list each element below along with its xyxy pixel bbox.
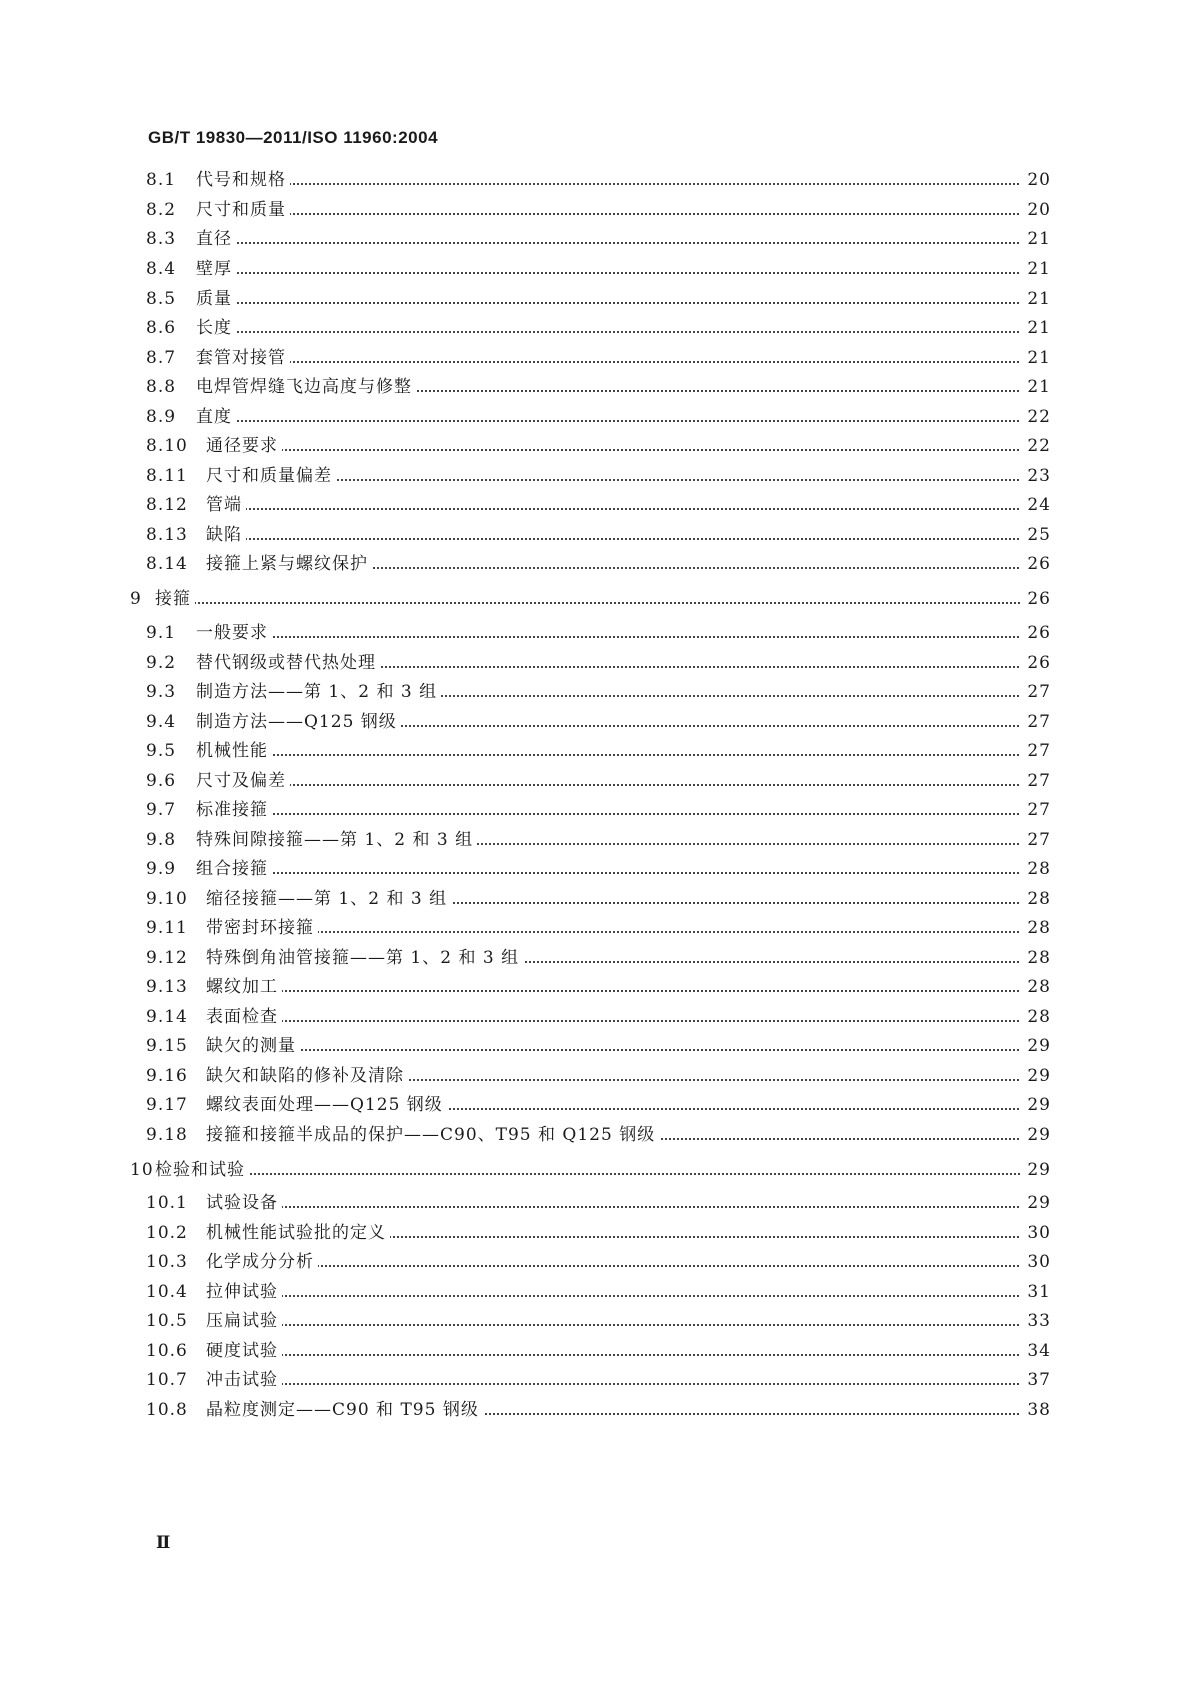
toc-page-number: 31	[1021, 1280, 1051, 1304]
toc-page-number: 37	[1021, 1368, 1051, 1392]
toc-section-number: 8.7	[146, 348, 177, 368]
toc-page-number: 21	[1021, 346, 1051, 370]
toc-section-title: 管端	[206, 493, 246, 517]
toc-section-number: 9.10	[146, 889, 188, 909]
toc-page-number: 28	[1021, 1005, 1051, 1029]
toc-section-number: 8.12	[146, 495, 188, 515]
toc-section-title: 代号和规格	[196, 168, 290, 192]
toc-entry[interactable]	[0, 375, 1191, 399]
toc-section-number: 10.1	[146, 1193, 188, 1213]
toc-section-title: 冲击试验	[206, 1368, 282, 1392]
toc-entry[interactable]	[0, 769, 1191, 793]
toc-entry[interactable]	[0, 257, 1191, 281]
toc-page-number: 27	[1021, 798, 1051, 822]
toc-page-number: 28	[1021, 975, 1051, 999]
toc-section-title: 螺纹表面处理——Q125 钢级	[206, 1093, 447, 1117]
dot-leader	[206, 1191, 1043, 1215]
toc-section-number: 9.2	[146, 653, 177, 673]
toc-entry[interactable]	[0, 651, 1191, 675]
dot-leader	[206, 1034, 1043, 1058]
toc-entry[interactable]	[0, 1005, 1191, 1029]
toc-section-number: 10.2	[146, 1223, 188, 1243]
toc-page-number: 28	[1021, 916, 1051, 940]
toc-page-number: 29	[1021, 1064, 1051, 1088]
toc-section-title: 尺寸及偏差	[196, 769, 290, 793]
toc-page-number: 38	[1021, 1398, 1051, 1422]
dot-leader	[196, 769, 1043, 793]
toc-section-number: 9.5	[146, 741, 177, 761]
toc-entry[interactable]	[0, 316, 1191, 340]
dot-leader	[196, 621, 1043, 645]
toc-entry[interactable]	[0, 1064, 1191, 1088]
toc-entry[interactable]	[0, 1398, 1191, 1422]
toc-page-number: 27	[1021, 710, 1051, 734]
toc-page-number: 27	[1021, 680, 1051, 704]
toc-entry[interactable]	[0, 1309, 1191, 1333]
toc-section-title: 拉伸试验	[206, 1280, 282, 1304]
toc-page-number: 29	[1021, 1158, 1051, 1182]
toc-section-number: 10	[130, 1160, 154, 1180]
toc-section-title: 硬度试验	[206, 1339, 282, 1363]
toc-entry[interactable]	[0, 464, 1191, 488]
toc-entry[interactable]	[0, 1093, 1191, 1117]
toc-entry[interactable]	[0, 828, 1191, 852]
toc-section-number: 9.15	[146, 1036, 188, 1056]
toc-section-number: 9.3	[146, 682, 177, 702]
toc-entry[interactable]	[0, 1339, 1191, 1363]
standard-code: GB/T 19830—2011/ISO 11960:2004	[148, 128, 439, 147]
toc-section-number: 8.5	[146, 289, 177, 309]
dot-leader	[155, 1158, 1043, 1182]
toc-section-number: 9.1	[146, 623, 177, 643]
dot-leader	[196, 405, 1043, 429]
toc-section-number: 10.7	[146, 1370, 188, 1390]
dot-leader	[206, 1339, 1043, 1363]
dot-leader	[206, 1005, 1043, 1029]
toc-section-number: 9.13	[146, 977, 188, 997]
toc-entry[interactable]	[0, 1280, 1191, 1304]
toc-page-number: 26	[1021, 621, 1051, 645]
dot-leader	[206, 975, 1043, 999]
toc-page-number: 29	[1021, 1034, 1051, 1058]
toc-page-number: 20	[1021, 168, 1051, 192]
toc-section-title: 通径要求	[206, 434, 282, 458]
toc-section-title: 特殊倒角油管接箍——第 1、2 和 3 组	[206, 946, 523, 970]
toc-section-number: 8.13	[146, 525, 188, 545]
toc-section-number: 9.4	[146, 712, 177, 732]
toc-entry[interactable]	[0, 434, 1191, 458]
toc-page-number: 28	[1021, 887, 1051, 911]
toc-section-number: 8.10	[146, 436, 188, 456]
toc-section-title: 晶粒度测定——C90 和 T95 钢级	[206, 1398, 483, 1422]
toc-section-title: 尺寸和质量	[196, 198, 290, 222]
toc-page-number: 30	[1021, 1250, 1051, 1274]
dot-leader	[206, 434, 1043, 458]
toc-section-title: 缩径接箍——第 1、2 和 3 组	[206, 887, 451, 911]
toc-section-number: 9.17	[146, 1095, 188, 1115]
toc-entry[interactable]	[0, 587, 1191, 611]
toc-page-number: 29	[1021, 1093, 1051, 1117]
toc-page-number: 26	[1021, 651, 1051, 675]
toc-entry[interactable]	[0, 287, 1191, 311]
toc-section-number: 9.9	[146, 859, 177, 879]
toc-page-number: 24	[1021, 493, 1051, 517]
toc-section-number: 8.9	[146, 407, 177, 427]
toc-page-number: 23	[1021, 464, 1051, 488]
standard-header	[148, 128, 438, 148]
toc-section-title: 机械性能	[196, 739, 272, 763]
toc-entry[interactable]	[0, 798, 1191, 822]
toc-page-number: 27	[1021, 769, 1051, 793]
dot-leader	[155, 587, 1043, 611]
toc-entry[interactable]	[0, 493, 1191, 517]
toc-entry[interactable]	[0, 887, 1191, 911]
toc-section-number: 8.1	[146, 170, 177, 190]
dot-leader	[196, 287, 1043, 311]
toc-section-number: 10.8	[146, 1400, 188, 1420]
toc-entry[interactable]	[0, 857, 1191, 881]
toc-section-title: 化学成分分析	[206, 1250, 318, 1274]
toc-section-number: 8.6	[146, 318, 177, 338]
toc-entry[interactable]	[0, 1250, 1191, 1274]
toc-entry[interactable]	[0, 739, 1191, 763]
toc-section-title: 接箍	[155, 587, 195, 611]
toc-entry[interactable]	[0, 680, 1191, 704]
dot-leader	[206, 1250, 1043, 1274]
toc-page-number: 28	[1021, 857, 1051, 881]
dot-leader	[196, 798, 1043, 822]
dot-leader	[206, 1309, 1043, 1333]
toc-entry[interactable]	[0, 1191, 1191, 1215]
toc-section-number: 9.11	[146, 918, 188, 938]
toc-section-title: 接箍上紧与螺纹保护	[206, 552, 372, 576]
dot-leader	[206, 523, 1043, 547]
toc-section-title: 接箍和接箍半成品的保护——C90、T95 和 Q125 钢级	[206, 1123, 659, 1147]
toc-section-title: 质量	[196, 287, 236, 311]
toc-page-number: 22	[1021, 405, 1051, 429]
dot-leader	[196, 257, 1043, 281]
toc-section-number: 8.4	[146, 259, 177, 279]
toc-section-title: 壁厚	[196, 257, 236, 281]
toc-section-number: 9.14	[146, 1007, 188, 1027]
toc-page-number: 21	[1021, 375, 1051, 399]
toc-section-number: 9.7	[146, 800, 177, 820]
toc-section-title: 制造方法——Q125 钢级	[196, 710, 401, 734]
toc-section-number: 10.4	[146, 1282, 188, 1302]
toc-entry[interactable]	[0, 523, 1191, 547]
toc-entry[interactable]	[0, 1368, 1191, 1392]
toc-section-title: 表面检查	[206, 1005, 282, 1029]
toc-page-number: 33	[1021, 1309, 1051, 1333]
toc-page-number: 22	[1021, 434, 1051, 458]
dot-leader	[196, 227, 1043, 251]
toc-section-title: 一般要求	[196, 621, 272, 645]
toc-entry[interactable]	[0, 1123, 1191, 1147]
toc-entry[interactable]	[0, 198, 1191, 222]
dot-leader	[206, 916, 1043, 940]
dot-leader	[206, 1368, 1043, 1392]
toc-page-number: 29	[1021, 1123, 1051, 1147]
toc-section-title: 电焊管焊缝飞边高度与修整	[196, 375, 416, 399]
toc-section-number: 9	[130, 589, 142, 609]
toc-section-number: 8.8	[146, 377, 177, 397]
toc-entry[interactable]	[0, 975, 1191, 999]
toc-section-number: 9.12	[146, 948, 188, 968]
toc-entry[interactable]	[0, 405, 1191, 429]
toc-section-number: 10.3	[146, 1252, 188, 1272]
toc-page-number: 27	[1021, 739, 1051, 763]
dot-leader	[196, 739, 1043, 763]
toc-section-number: 8.14	[146, 554, 188, 574]
toc-section-title: 制造方法——第 1、2 和 3 组	[196, 680, 441, 704]
toc-section-number: 9.6	[146, 771, 177, 791]
toc-entry[interactable]	[0, 168, 1191, 192]
toc-page-number: 21	[1021, 287, 1051, 311]
toc-page-number: 21	[1021, 227, 1051, 251]
toc-section-number: 8.11	[146, 466, 188, 486]
toc-section-number: 9.16	[146, 1066, 188, 1086]
toc-page-number: 27	[1021, 828, 1051, 852]
dot-leader	[206, 1280, 1043, 1304]
toc-page-number: 20	[1021, 198, 1051, 222]
toc-entry[interactable]	[0, 710, 1191, 734]
toc-page-number: 29	[1021, 1191, 1051, 1215]
dot-leader	[196, 198, 1043, 222]
dot-leader	[196, 168, 1043, 192]
toc-entry[interactable]	[0, 1158, 1191, 1182]
dot-leader	[206, 493, 1043, 517]
toc-entry[interactable]	[0, 552, 1191, 576]
toc-entry[interactable]	[0, 621, 1191, 645]
toc-section-title: 缺欠和缺陷的修补及清除	[206, 1064, 408, 1088]
toc-section-title: 机械性能试验批的定义	[206, 1221, 390, 1245]
toc-section-title: 特殊间隙接箍——第 1、2 和 3 组	[196, 828, 477, 852]
dot-leader	[196, 316, 1043, 340]
toc-section-number: 9.8	[146, 830, 177, 850]
toc-section-number: 10.5	[146, 1311, 188, 1331]
toc-section-title: 缺陷	[206, 523, 246, 547]
toc-section-number: 10.6	[146, 1341, 188, 1361]
toc-page-number: 28	[1021, 946, 1051, 970]
toc-section-title: 长度	[196, 316, 236, 340]
toc-section-title: 套管对接管	[196, 346, 290, 370]
toc-section-title: 试验设备	[206, 1191, 282, 1215]
toc-section-number: 9.18	[146, 1125, 188, 1145]
toc-entry[interactable]	[0, 346, 1191, 370]
toc-entry[interactable]	[0, 1221, 1191, 1245]
toc-section-title: 标准接箍	[196, 798, 272, 822]
toc-section-title: 尺寸和质量偏差	[206, 464, 336, 488]
toc-page-number: 34	[1021, 1339, 1051, 1363]
toc-section-title: 直径	[196, 227, 236, 251]
toc-page-number: 26	[1021, 587, 1051, 611]
dot-leader	[196, 857, 1043, 881]
toc-section-title: 替代钢级或替代热处理	[196, 651, 380, 675]
toc-page-number: 25	[1021, 523, 1051, 547]
toc-section-title: 螺纹加工	[206, 975, 282, 999]
toc-entry[interactable]	[0, 227, 1191, 251]
toc-section-title: 带密封环接箍	[206, 916, 318, 940]
toc-entry[interactable]	[0, 916, 1191, 940]
toc-page-number: 30	[1021, 1221, 1051, 1245]
toc-entry[interactable]	[0, 946, 1191, 970]
toc-page-number: 21	[1021, 257, 1051, 281]
toc-section-title: 缺欠的测量	[206, 1034, 300, 1058]
toc-section-number: 8.2	[146, 200, 177, 220]
dot-leader	[196, 346, 1043, 370]
toc-section-title: 压扁试验	[206, 1309, 282, 1333]
page-number: Ⅱ	[156, 1533, 171, 1553]
toc-section-title: 组合接箍	[196, 857, 272, 881]
toc-entry[interactable]	[0, 1034, 1191, 1058]
toc-section-title: 检验和试验	[155, 1158, 249, 1182]
toc-section-title: 直度	[196, 405, 236, 429]
toc-page-number: 26	[1021, 552, 1051, 576]
toc-page-number: 21	[1021, 316, 1051, 340]
toc-section-number: 8.3	[146, 229, 177, 249]
